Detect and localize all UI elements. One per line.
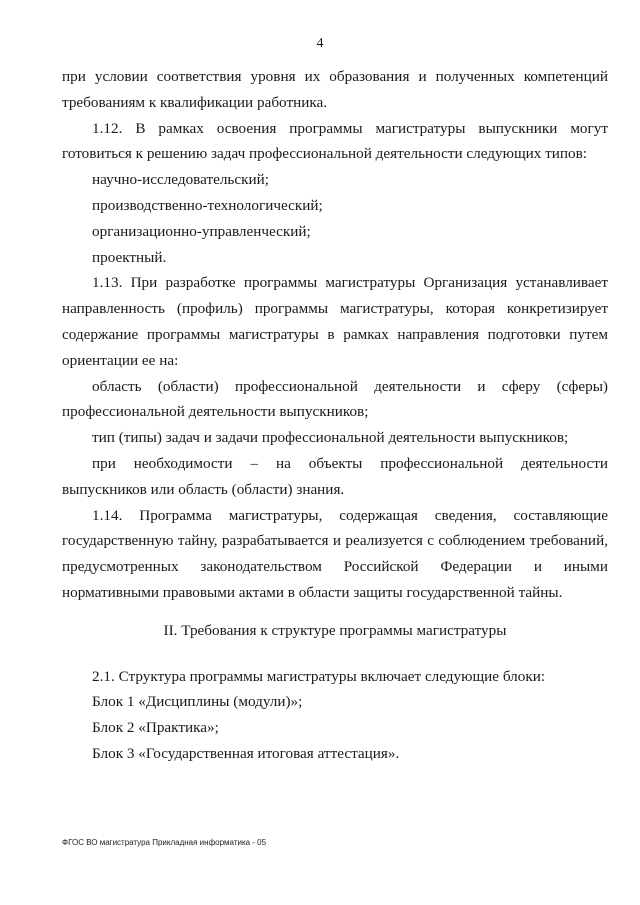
page-body bbox=[62, 64, 608, 767]
list-item: при необходимости – на объекты профессиональной деятельности выпускников или область (области) знания. bbox=[62, 454, 608, 498]
section-intro: 2.1. Структура программы магистратуры включает следующие блоки: bbox=[92, 667, 546, 685]
list-item: тип (типы) задач и задачи профессиональной деятельности выпускников; bbox=[92, 429, 569, 447]
block-item: Блок 2 «Практика»; bbox=[92, 719, 219, 737]
list-item: производственно-технологический; bbox=[92, 196, 323, 214]
paragraph-1-12: 1.12. В рамках освоения программы магистратуры выпускники могут готовиться к решению задач профессиональной деятельности следующих типов: bbox=[62, 119, 608, 163]
paragraph-1-13: 1.13. При разработке программы магистратуры Организация устанавливает направленность (профиль) программы магистратуры, которая конкретизирует содержание программы магистратуры в рамках направления подготовки путем ориентации ее на: bbox=[62, 274, 608, 369]
list-item: проектный. bbox=[92, 248, 167, 266]
paragraph-continuation: при условии соответствия уровня их образования и полученных компетенций требованиям к квалификации работника. bbox=[62, 68, 608, 111]
block-item: Блок 3 «Государственная итоговая аттестация». bbox=[92, 744, 400, 762]
list-item: область (области) профессиональной деятельности и сферу (сферы) профессиональной деятельности выпускников; bbox=[62, 377, 608, 421]
list-item: организационно-управленческий; bbox=[92, 222, 311, 240]
page-number: 4 bbox=[316, 36, 324, 51]
section-heading: II. Требования к структуре программы магистратуры bbox=[163, 621, 507, 639]
list-item: научно-исследовательский; bbox=[92, 171, 269, 189]
paragraph-1-14: 1.14. Программа магистратуры, содержащая сведения, составляющие государственную тайну, разрабатывается и реализуется с соблюдением требований, предусмотренных законодательством Российской Федерации и иными нормативными правовыми актами в области защиты государственной тайны. bbox=[62, 506, 608, 601]
block-item: Блок 1 «Дисциплины (модули)»; bbox=[92, 693, 303, 711]
page-footer: ФГОС ВО магистратура Прикладная информатика - 05 bbox=[62, 838, 267, 847]
